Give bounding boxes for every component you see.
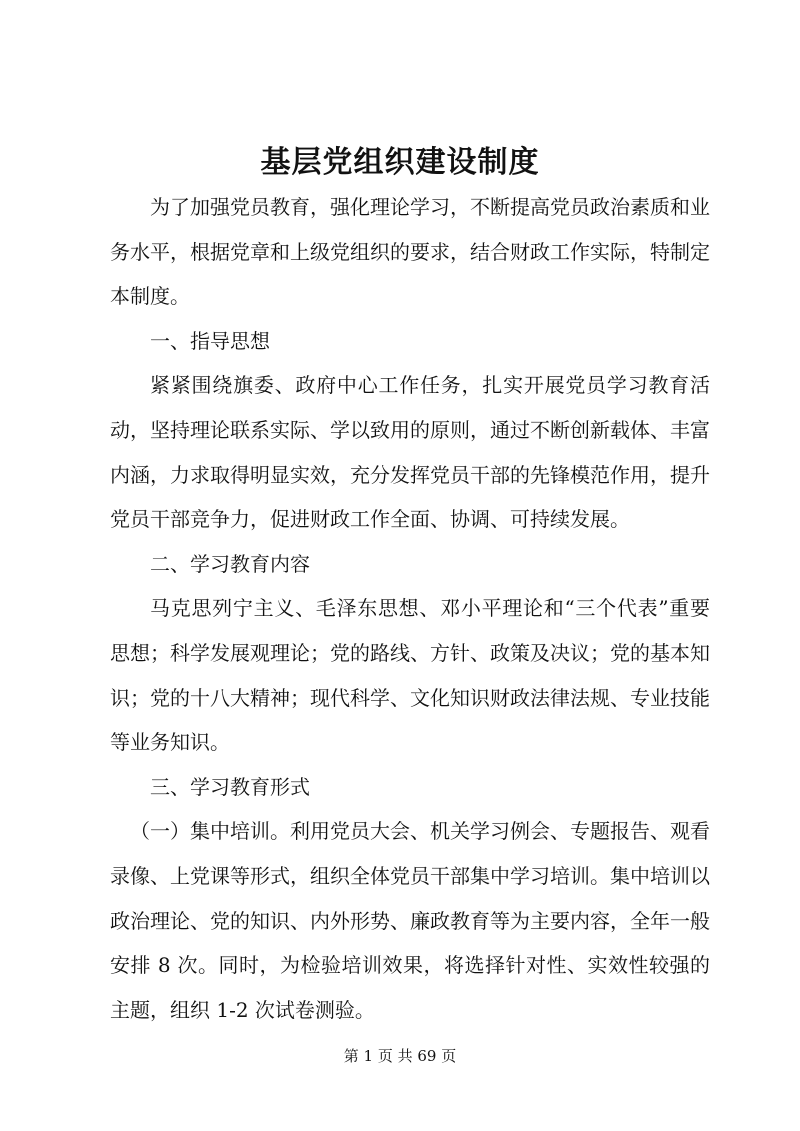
section-heading-education-content: 二、学习教育内容 [150, 551, 310, 576]
education-form-paragraph: （一）集中培训。利用党员大会、机关学习例会、专题报告、观看录像、上党课等形式，组织全体党员干部集中学习培训。集中培训以政治理论、党的知识、内外形势、廉政教育等为主要内容，全年一般安排 8 次。同时，为检验培训效果，将选择针对性、实效性较强的主题，组织 1-2 次试卷测验。 [110, 819, 710, 1022]
document-body [110, 185, 710, 1032]
guiding-ideology-paragraph: 紧紧围绕旗委、政府中心工作任务，扎实开展党员学习教育活动，坚持理论联系实际、学以致用的原则，通过不断创新载体、丰富内涵，力求取得明显实效，充分发挥党员干部的先锋模范作用，提升党员干部竞争力，促进财政工作全面、协调、可持续发展。 [110, 373, 710, 532]
education-content-paragraph: 马克思列宁主义、毛泽东思想、邓小平理论和“三个代表”重要思想；科学发展观理论；党的路线、方针、政策及决议；党的基本知识；党的十八大精神；现代科学、文化知识财政法律法规、专业技能等业务知识。 [110, 596, 710, 755]
document-title: 基层党组织建设制度 [260, 145, 540, 180]
page-number-footer: 第 1 页 共 69 页 [343, 1047, 457, 1065]
intro-paragraph: 为了加强党员教育，强化理论学习，不断提高党员政治素质和业务水平，根据党章和上级党组织的要求，结合财政工作实际，特制定本制度。 [110, 195, 710, 309]
section-heading-guiding-ideology: 一、指导思想 [150, 328, 270, 353]
section-heading-education-form: 三、学习教育形式 [150, 774, 310, 799]
